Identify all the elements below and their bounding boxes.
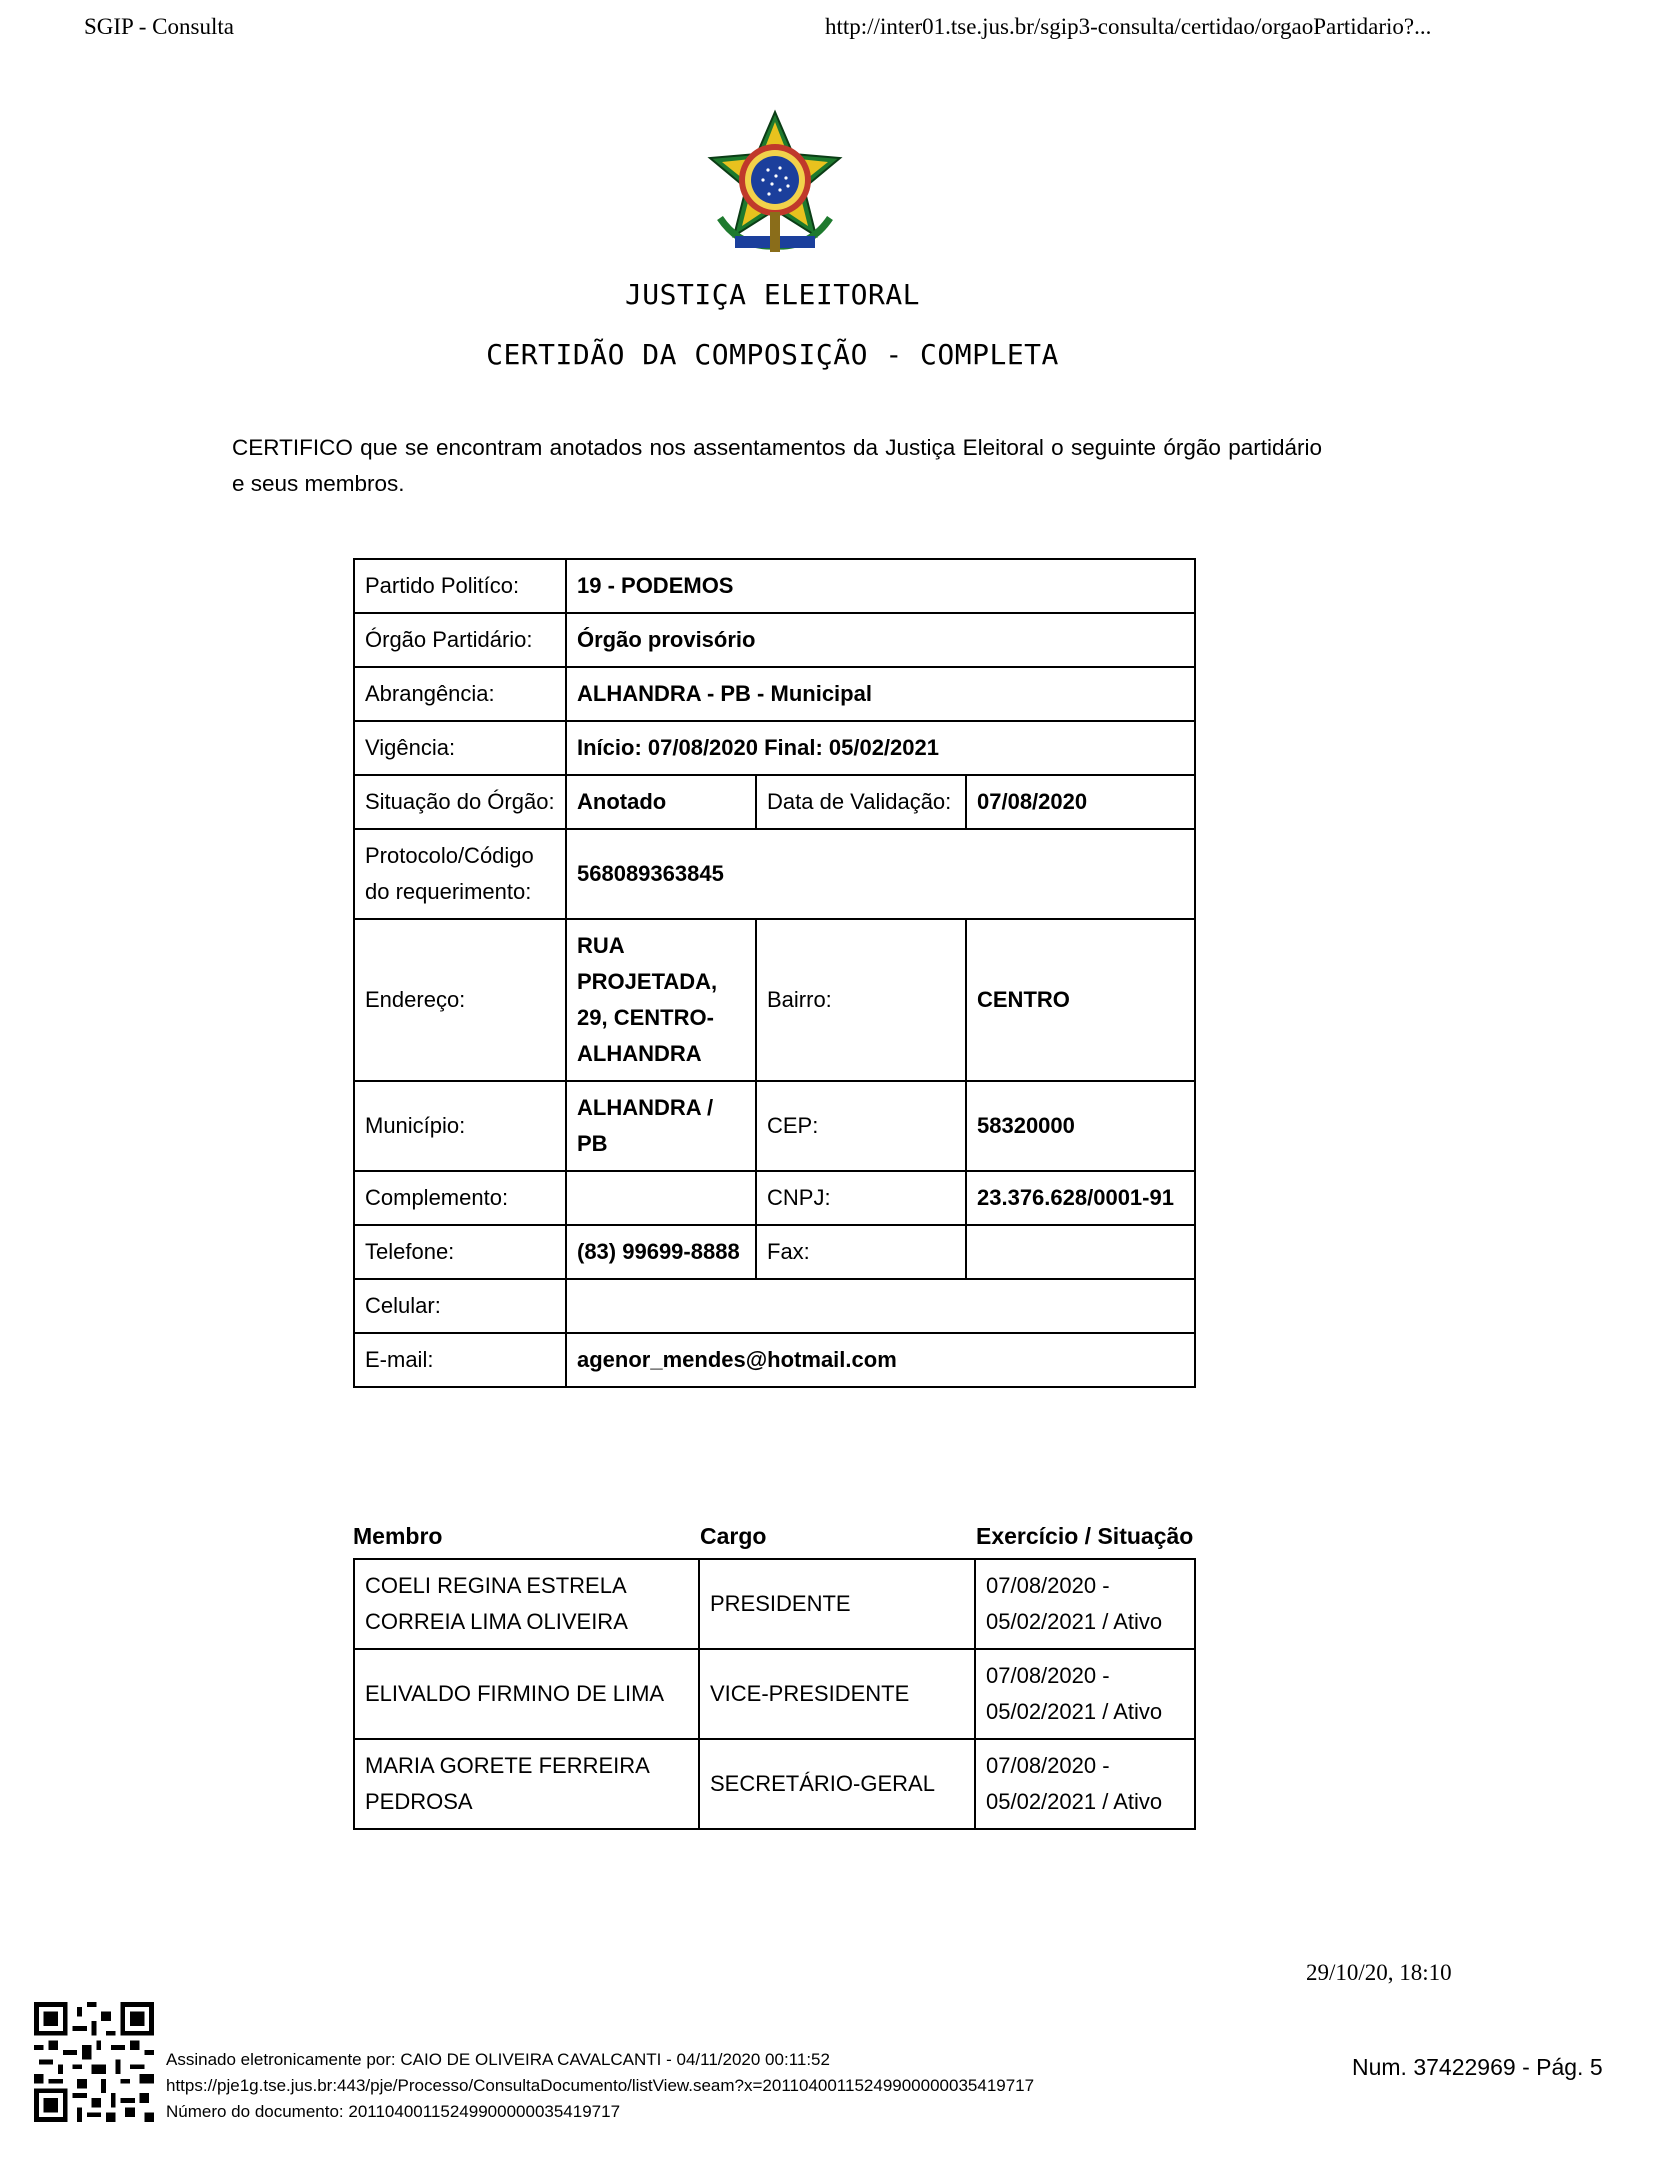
row-situacao — [354, 775, 1195, 829]
fax-label: Fax: — [756, 1225, 966, 1279]
row-vigencia — [354, 721, 1195, 775]
partido-label: Partido Politíco: — [354, 559, 566, 613]
table-row — [354, 1649, 1195, 1739]
bairro-value: CENTRO — [966, 919, 1195, 1081]
member-name: COELI REGINA ESTRELA CORREIA LIMA OLIVEIRA — [354, 1559, 699, 1649]
celular-value — [566, 1279, 1195, 1333]
validacao-value: 07/08/2020 — [966, 775, 1195, 829]
page-title: JUSTIÇA ELEITORAL — [624, 278, 921, 311]
table-row — [354, 1559, 1195, 1649]
document-url: https://pje1g.tse.jus.br:443/pje/Processo/ConsultaDocumento/listView.seam?x=20110400115249900000035419717 — [166, 2076, 1035, 2095]
member-exercicio: 07/08/2020 - 05/02/2021 / Ativo — [975, 1739, 1195, 1829]
row-orgao — [354, 613, 1195, 667]
municipio-label: Município: — [354, 1081, 566, 1171]
situacao-value: Anotado — [566, 775, 756, 829]
validacao-label: Data de Validação: — [756, 775, 966, 829]
bairro-label: Bairro: — [756, 919, 966, 1081]
brazil-coat-of-arms-icon — [700, 108, 850, 258]
cep-value: 58320000 — [966, 1081, 1195, 1171]
celular-label: Celular: — [354, 1279, 566, 1333]
member-cargo: SECRETÁRIO-GERAL — [699, 1739, 975, 1829]
endereco-label: Endereço: — [354, 919, 566, 1081]
member-exercicio: 07/08/2020 - 05/02/2021 / Ativo — [975, 1559, 1195, 1649]
complemento-value — [566, 1171, 756, 1225]
member-cargo: VICE-PRESIDENTE — [699, 1649, 975, 1739]
email-label: E-mail: — [354, 1333, 566, 1387]
orgao-value: Órgão provisório — [566, 613, 1195, 667]
endereco-value: RUA PROJETADA, 29, CENTRO-ALHANDRA — [566, 919, 756, 1081]
row-complemento — [354, 1171, 1195, 1225]
members-header-exercicio: Exercício / Situação — [976, 1523, 1194, 1549]
complemento-label: Complemento: — [354, 1171, 566, 1225]
members-header-cargo: Cargo — [700, 1523, 767, 1549]
situacao-label: Situação do Órgão: — [354, 775, 566, 829]
page-number: Num. 37422969 - Pág. 5 — [1352, 2054, 1603, 2080]
fax-value — [966, 1225, 1195, 1279]
partido-value: 19 - PODEMOS — [566, 559, 1195, 613]
row-email — [354, 1333, 1195, 1387]
document-number: Número do documento: 20110400115249900000035419717 — [166, 2102, 621, 2121]
abrangencia-value: ALHANDRA - PB - Municipal — [566, 667, 1195, 721]
print-date: 29/10/20, 18:10 — [1306, 1960, 1452, 1985]
email-value: agenor_mendes@hotmail.com — [566, 1333, 1195, 1387]
browser-url: http://inter01.tse.jus.br/sgip3-consulta/certidao/orgaoPartidario?... — [825, 14, 1432, 39]
member-exercicio: 07/08/2020 - 05/02/2021 / Ativo — [975, 1649, 1195, 1739]
row-protocolo — [354, 829, 1195, 919]
telefone-label: Telefone: — [354, 1225, 566, 1279]
abrangencia-label: Abrangência: — [354, 667, 566, 721]
table-row — [354, 1739, 1195, 1829]
member-cargo: PRESIDENTE — [699, 1559, 975, 1649]
qr-code-icon — [34, 2002, 154, 2122]
row-municipio — [354, 1081, 1195, 1171]
orgao-label: Órgão Partidário: — [354, 613, 566, 667]
row-abrangencia — [354, 667, 1195, 721]
page-subtitle: CERTIDÃO DA COMPOSIÇÃO - COMPLETA — [486, 338, 1059, 371]
certify-text: CERTIFICO que se encontram anotados nos assentamentos da Justiça Eleitoral o seguinte órgão partidário e seus membros. — [232, 435, 1322, 496]
cnpj-value: 23.376.628/0001-91 — [966, 1171, 1195, 1225]
municipio-value: ALHANDRA / PB — [566, 1081, 756, 1171]
protocolo-value: 568089363845 — [566, 829, 1195, 919]
cep-label: CEP: — [756, 1081, 966, 1171]
member-name: ELIVALDO FIRMINO DE LIMA — [354, 1649, 699, 1739]
members-table — [353, 1558, 1196, 1830]
member-name: MARIA GORETE FERREIRA PEDROSA — [354, 1739, 699, 1829]
browser-title: SGIP - Consulta — [84, 14, 234, 39]
protocolo-label: Protocolo/Código do requerimento: — [354, 829, 566, 919]
vigencia-label: Vigência: — [354, 721, 566, 775]
vigencia-value: Início: 07/08/2020 Final: 05/02/2021 — [566, 721, 1195, 775]
row-partido — [354, 559, 1195, 613]
signature-line: Assinado eletronicamente por: CAIO DE OLIVEIRA CAVALCANTI - 04/11/2020 00:11:52 — [166, 2050, 830, 2069]
row-celular — [354, 1279, 1195, 1333]
party-info-table — [353, 558, 1196, 1388]
telefone-value: (83) 99699-8888 — [566, 1225, 756, 1279]
row-endereco — [354, 919, 1195, 1081]
cnpj-label: CNPJ: — [756, 1171, 966, 1225]
members-header-membro: Membro — [353, 1523, 443, 1549]
row-telefone — [354, 1225, 1195, 1279]
